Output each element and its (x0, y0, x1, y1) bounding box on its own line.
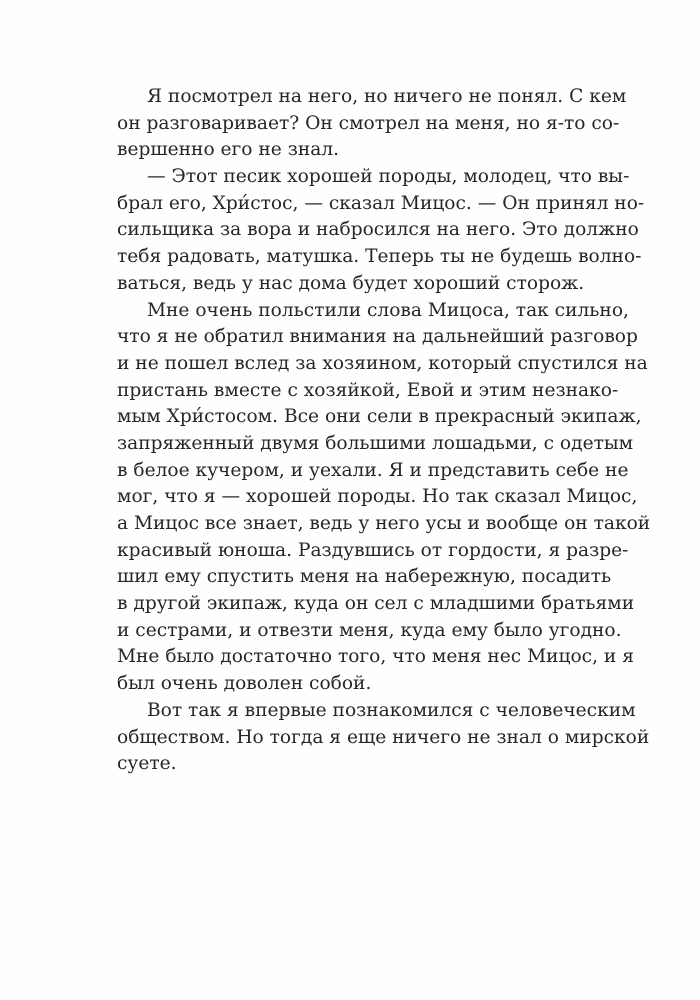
text-line: обществом. Но тогда я еще ничего не знал о мирской (117, 726, 650, 748)
text-line: — Этот песик хорошей породы, молодец, что вы- (147, 166, 630, 188)
text-line: и не пошел вслед за хозяином, который спустился на (117, 352, 648, 374)
text-line: тебя радовать, матушка. Теперь ты не будешь волно- (117, 246, 642, 268)
text-line: Мне было достаточно того, что меня нес Мицос, и я (117, 646, 634, 668)
text-line: красивый юноша. Раздувшись от гордости, я разре- (117, 539, 629, 561)
text-line: Вот так я впервые познакомился с человеческим (147, 699, 636, 721)
text-line: сильщика за вора и набросился на него. Это должно (117, 219, 639, 241)
text-line: в белое кучером, и уехали. Я и представить себе не (117, 459, 629, 481)
text-line: запряженный двумя большими лошадьми, с одетым (117, 432, 634, 454)
text-line: и сестрами, и отвезти меня, куда ему было угодно. (117, 619, 622, 641)
text-line: в другой экипаж, куда он сел с младшими братьями (117, 593, 635, 615)
body-text (117, 84, 651, 778)
text-line: Мне очень польстили слова Мицоса, так сильно, (147, 299, 629, 321)
text-line: брал его, Хри́стос, — сказал Мицос. — Он принял но- (117, 192, 645, 214)
text-line: мог, что я — хорошей породы. Но так сказал Мицос, (117, 486, 638, 508)
text-line: Я посмотрел на него, но ничего не понял. С кем (147, 86, 627, 107)
text-line: что я не обратил внимания на дальнейший разговор (117, 326, 638, 348)
text-line: был очень доволен собой. (117, 673, 372, 695)
text-line: шил ему спустить меня на набережную, посадить (117, 566, 612, 588)
text-line: он разговаривает? Он смотрел на меня, но я-то со- (117, 112, 620, 134)
text-line: мым Хри́стосом. Все они сели в прекрасный экипаж, (117, 406, 642, 428)
text-line: пристань вместе с хозяйкой, Евой и этим незнако- (117, 379, 619, 401)
text-line: а Мицос все знает, ведь у него усы и вообще он такой (117, 513, 651, 534)
text-line: ваться, ведь у нас дома будет хороший сторож. (117, 272, 585, 294)
text-line: суете. (117, 753, 177, 775)
text-line: вершенно его не знал. (117, 139, 340, 161)
